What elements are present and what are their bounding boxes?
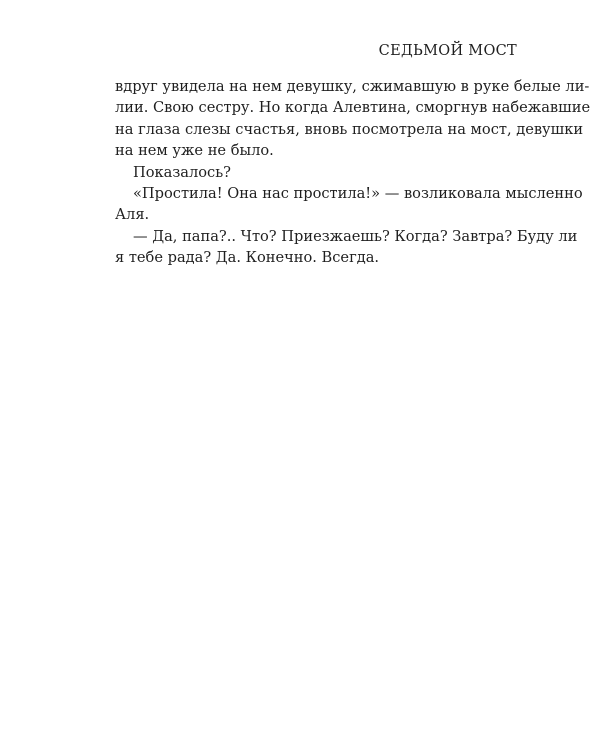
running-head: СЕДЬМОЙ МОСТ xyxy=(378,43,517,59)
text-line: на глаза слезы счастья, вновь посмотрела на мост, девушки xyxy=(115,120,584,138)
text-line: я тебе рада? Да. Конечно. Всегда. xyxy=(115,249,380,267)
text-line: «Простила! Она нас простила!» — возликовала мысленно xyxy=(133,184,583,202)
text-line: лии. Свою сестру. Но когда Алевтина, сморгнув набежавшие xyxy=(115,99,591,117)
text-line: на нем уже не было. xyxy=(115,142,274,160)
text-line: Показалось? xyxy=(133,163,231,181)
text-line: — Да, папа?.. Что? Приезжаешь? Когда? Завтра? Буду ли xyxy=(133,227,578,245)
body-text xyxy=(115,76,591,269)
text-line: вдруг увидела на нем девушку, сжимавшую в руке белые ли- xyxy=(115,78,590,95)
text-line: Аля. xyxy=(115,206,150,224)
